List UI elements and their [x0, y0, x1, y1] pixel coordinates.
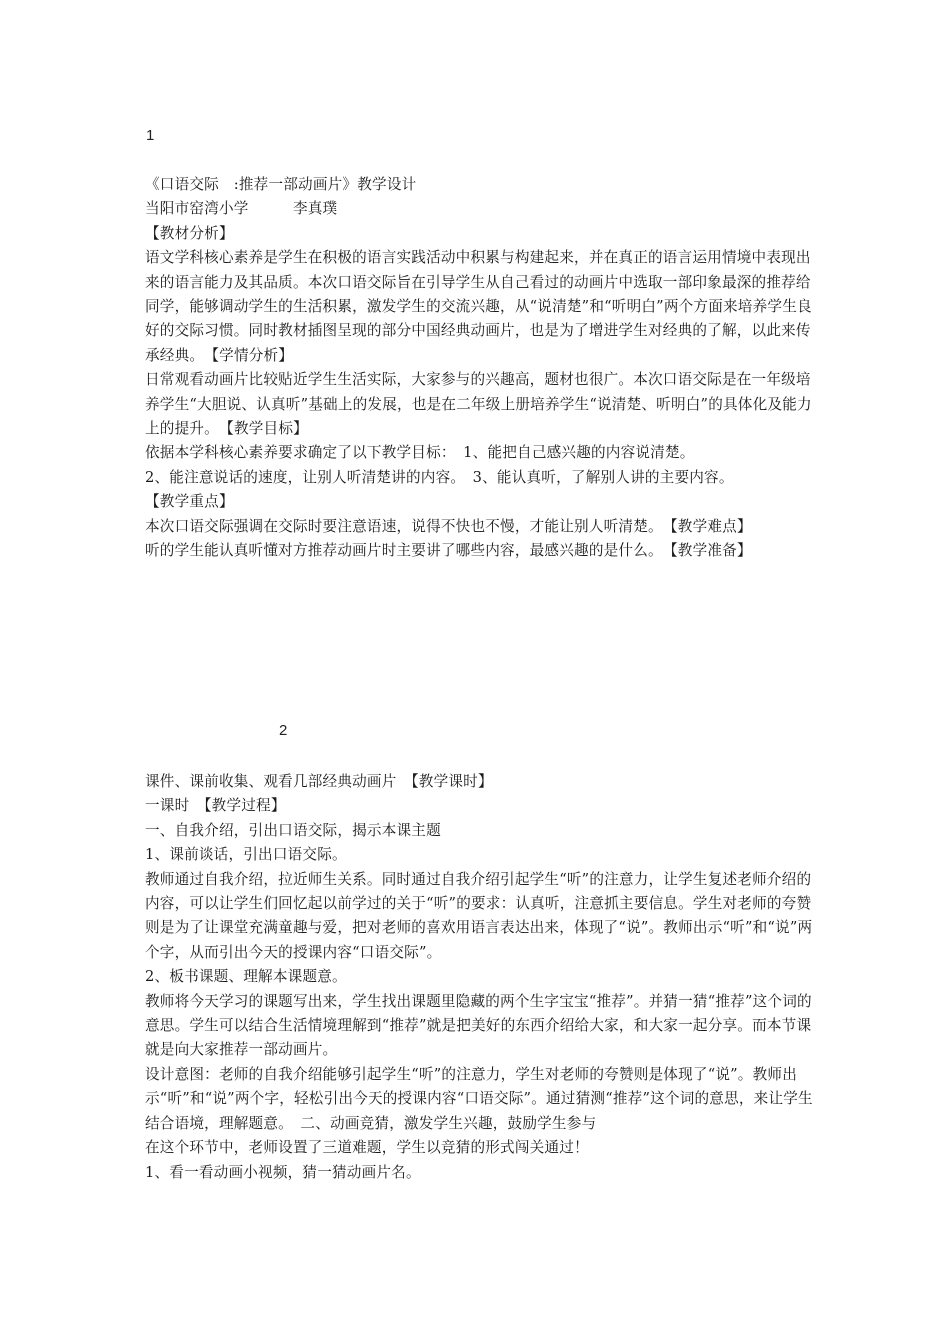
paragraph-teacher-title: 教师将今天学习的课题写出来，学生找出课题里隐藏的两个生字宝宝“推荐”。并猜一猜“推荐”这个词的意思。学生可以结合生活情境理解到“推荐”就是把美好的东西介绍给大家，和大家一起分享。而本节课就是向大家推荐一部动画片。	[145, 992, 812, 1059]
paragraph-goals-2: 2、能注意说话的速度，让别人听清楚讲的内容。 3、能认真听，了解别人讲的主要内容。	[145, 468, 734, 486]
paragraph-step-1-1: 1、课前谈话，引出口语交际。	[145, 846, 347, 864]
page2-content	[145, 770, 815, 1185]
paragraph-preparation: 课件、课前收集、观看几部经典动画片 【教学课时】	[145, 773, 493, 790]
paragraph-game-1: 1、看一看动画小视频，猜一猜动画片名。	[145, 1163, 421, 1181]
author-line: 当阳市窑湾小学 李真璞	[145, 200, 338, 218]
paragraph-step-1: 一、自我介绍，引出口语交际，揭示本课主题	[145, 821, 441, 839]
page-number-1: 1	[146, 127, 155, 144]
paragraph-goals-1: 依据本学科核心素养要求确定了以下教学目标： 1、能把自己感兴趣的内容说清楚。	[145, 444, 695, 462]
page-number-2: 2	[279, 722, 288, 739]
paragraph-teacher-intro: 教师通过自我介绍，拉近师生关系。同时通过自我介绍引起学生“听”的注意力，让学生复述老师介绍的内容，可以让学生们回忆起以前学过的关于“听”的要求：认真听，注意抓主要信息。学生对老师的夸赞则是为了让课堂充满童趣与爱，把对老师的喜欢用语言表达出来，体现了“说”。教师出示“听”和“说”两个字，从而引出今天的授课内容“口语交际”。	[145, 870, 813, 961]
paragraph-difficult-points: 听的学生能认真听懂对方推荐动画片时主要讲了哪些内容，最感兴趣的是什么。 【教学准备】	[145, 542, 752, 560]
paragraph-material-analysis: 语文学科核心素养是学生在积极的语言实践活动中积累与构建起来，并在真正的语言运用情境中表现出来的语言能力及其品质。本次口语交际旨在引导学生从自己看过的动画片中选取一部印象最深的推荐给同学，能够调动学生的生活积累，激发学生的交流兴趣，从“说清楚”和“听明白”两个方面来培养学生良好的交际习惯。同时教材插图呈现的部分中国经典动画片，也是为了增进学生对经典的了解，以此来传承经典。 【学情分析】	[145, 249, 812, 364]
document-title: 《口语交际 :推荐一部动画片》教学设计	[145, 176, 417, 193]
paragraph-design-intent: 设计意图：老师的自我介绍能够引起学生“听”的注意力，学生对老师的夸赞则是体现了“说”。教师出示“听”和“说”两个字，轻松引出今天的授课内容“口语交际”。通过猜测“推荐”这个词的意思，来让学生结合语境，理解题意。 二、动画竞猜，激发学生兴趣，鼓励学生参与	[145, 1065, 813, 1132]
paragraph-student-analysis: 日常观看动画片比较贴近学生生活实际，大家参与的兴趣高，题材也很广。本次口语交际是在一年级培养学生“大胆说、认真听”基础上的发展，也是在二年级上册培养学生“说清楚、听明白”的具体化及能力上的提升。 【教学目标】	[145, 371, 812, 438]
paragraph-step-1-2: 2、板书课题、理解本课题意。	[145, 968, 347, 986]
heading-key-points: 【教学重点】	[145, 493, 234, 511]
paragraph-class-hours: 一课时 【教学过程】	[145, 797, 286, 815]
paragraph-key-points: 本次口语交际强调在交际时要注意语速，说得不快也不慢，才能让别人听清楚。 【教学难点】	[145, 517, 752, 535]
heading-material-analysis: 【教材分析】	[145, 224, 234, 242]
paragraph-game-intro: 在这个环节中，老师设置了三道难题，学生以竞猜的形式闯关通过！	[145, 1139, 589, 1157]
page1-content	[145, 173, 815, 564]
